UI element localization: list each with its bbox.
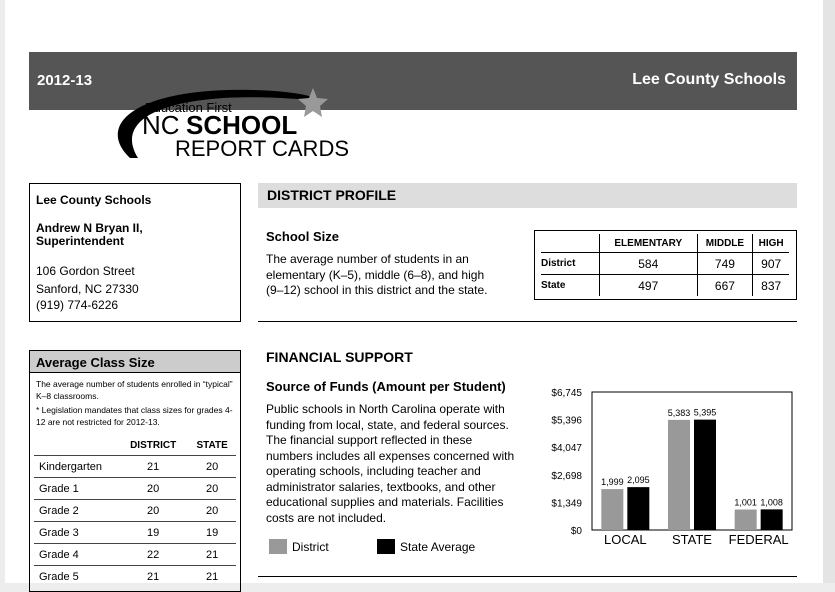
bar-value-label: 1,999 — [601, 477, 624, 488]
grade-label: Kindergarten — [34, 456, 118, 478]
grade-label: Grade 5 — [34, 566, 118, 588]
district-name: Lee County Schools — [632, 71, 786, 88]
district-value: 20 — [118, 478, 188, 500]
address-street: 106 Gordon Street — [36, 264, 135, 278]
cell-value: 497 — [600, 275, 698, 297]
bar-value-label: 2,095 — [627, 475, 650, 486]
col-high: HIGH — [753, 234, 789, 253]
logo-school: SCHOOL — [186, 110, 298, 140]
bar-value-label: 5,383 — [667, 407, 691, 418]
superintendent-title: Superintendent — [36, 234, 125, 248]
source-of-funds-heading: Source of Funds (Amount per Student) — [266, 379, 506, 394]
district-profile-heading: DISTRICT PROFILE — [258, 183, 797, 208]
table-row — [34, 566, 236, 588]
bar-district — [668, 420, 690, 530]
state-value: 19 — [188, 522, 236, 544]
x-category-label: LOCAL — [604, 532, 647, 547]
legend-swatch-state — [377, 539, 395, 554]
grade-label: Grade 2 — [34, 500, 118, 522]
financial-support-heading: FINANCIAL SUPPORT — [266, 349, 413, 365]
legislation-note: * Legislation mandates that class sizes for grades 4-12 are not restricted for 2012-13. — [36, 405, 233, 427]
table-row — [34, 500, 236, 522]
grade-label: Grade 3 — [34, 522, 118, 544]
x-category-label: STATE — [672, 532, 712, 547]
class-size-table — [34, 435, 236, 587]
average-class-size-panel — [29, 350, 241, 592]
contact-box — [29, 183, 241, 322]
cell-value: 584 — [600, 253, 698, 275]
contact-district: Lee County Schools — [36, 193, 152, 207]
y-tick-label: $6,745 — [551, 388, 582, 399]
school-size-heading: School Size — [266, 229, 339, 244]
bar-state — [627, 487, 649, 530]
logo-nc: NC — [142, 110, 180, 140]
y-tick-label: $2,698 — [551, 470, 582, 482]
col-state: STATE — [196, 439, 228, 451]
cell-value: 907 — [753, 253, 789, 275]
state-value: 20 — [188, 500, 236, 522]
school-size-table-box — [534, 230, 797, 300]
superintendent-name: Andrew N Bryan II, — [36, 221, 143, 235]
nc-school-report-cards-logo — [108, 88, 368, 160]
bar-value-label: 1,008 — [760, 497, 783, 508]
state-value: 20 — [188, 456, 236, 478]
y-tick-label: $0 — [570, 526, 582, 537]
row-label: State — [541, 280, 566, 291]
y-tick-label: $5,396 — [551, 415, 582, 427]
cell-value: 749 — [697, 253, 753, 275]
table-row — [34, 478, 236, 500]
avg-class-size-title: Average Class Size — [30, 351, 240, 373]
funds-bar-chart — [530, 382, 800, 552]
bar-state — [694, 420, 716, 530]
bar-district — [735, 510, 757, 530]
grade-label: Grade 4 — [34, 544, 118, 566]
bar-value-label: 1,001 — [734, 497, 757, 508]
state-value: 20 — [188, 478, 236, 500]
state-value: 21 — [188, 566, 236, 588]
grade-label: Grade 1 — [34, 478, 118, 500]
logo-line1: Education First — [145, 100, 232, 115]
col-middle: MIDDLE — [697, 234, 753, 253]
school-size-table — [541, 234, 789, 296]
district-value: 21 — [118, 566, 188, 588]
cell-value: 667 — [697, 275, 753, 297]
legend-state: State Average — [400, 540, 476, 554]
col-elementary: ELEMENTARY — [600, 234, 698, 253]
section-divider — [258, 576, 797, 577]
y-tick-label: $4,047 — [551, 443, 582, 455]
y-tick-label: $1,349 — [551, 498, 582, 510]
section-divider — [258, 321, 797, 322]
school-year: 2012-13 — [37, 72, 93, 89]
table-row — [34, 544, 236, 566]
cell-value: 837 — [753, 275, 789, 297]
district-value: 20 — [118, 500, 188, 522]
col-district: DISTRICT — [130, 439, 177, 451]
legend-district: District — [292, 540, 329, 554]
financial-description: Public schools in North Carolina operate with funding from local, state, and federal sources. The financial support reflected in these numbers includes all expenses concerned with operating schools, including teacher and administrator salaries, textbooks, and other educational supplies and materials. Facilities costs are not included. — [266, 402, 515, 525]
table-row — [34, 456, 236, 478]
district-value: 22 — [118, 544, 188, 566]
district-value: 19 — [118, 522, 188, 544]
bar-district — [601, 489, 623, 530]
district-value: 21 — [118, 456, 188, 478]
row-label: District — [541, 253, 600, 275]
x-category-label: FEDERAL — [728, 532, 789, 547]
school-size-description: The average number of students in an elementary (K–5), middle (6–8), and high (9–12) school in this district and the state. — [266, 252, 488, 297]
table-row — [541, 253, 789, 275]
avg-class-size-note: The average number of students enrolled in “typical” K–8 classrooms. — [36, 379, 233, 401]
bar-value-label: 5,395 — [693, 407, 717, 418]
table-row — [541, 275, 789, 297]
viewer-edge — [823, 0, 835, 583]
address-city: Sanford, NC 27330 — [36, 282, 139, 296]
state-value: 21 — [188, 544, 236, 566]
bar-state — [761, 509, 783, 530]
logo-line3: REPORT CARDS — [175, 136, 350, 160]
legend-swatch-district — [269, 539, 287, 554]
phone-number: (919) 774-6226 — [36, 298, 119, 312]
table-row — [34, 522, 236, 544]
